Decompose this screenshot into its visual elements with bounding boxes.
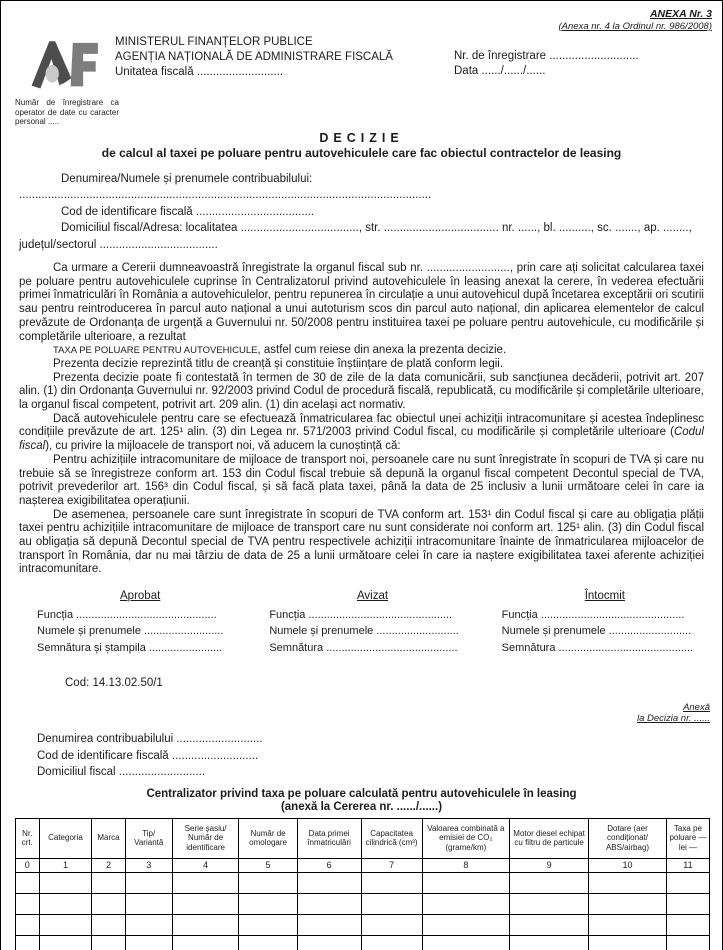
table-cell-empty xyxy=(125,872,172,893)
table-column-header: Nr. crt. xyxy=(16,818,40,858)
table-cell-empty xyxy=(297,872,361,893)
table-cell-empty xyxy=(39,872,92,893)
agency-name: AGENȚIA NAȚIONALĂ DE ADMINISTRARE FISCALĂ xyxy=(115,51,393,63)
table-row xyxy=(16,872,710,893)
table-cell-empty xyxy=(125,893,172,914)
table-column-number: 3 xyxy=(125,858,172,872)
table-column-number: 0 xyxy=(16,858,40,872)
paragraph-text: Prezenta decizie reprezintă titlu de creanță și constituie înștiințare de plată conform legii. xyxy=(53,357,504,370)
paragraph xyxy=(19,262,704,344)
table-cell-empty xyxy=(172,872,239,893)
decision-title: DECIZIE xyxy=(319,130,404,145)
signature-column-title: Avizat xyxy=(356,590,389,603)
table-cell-empty xyxy=(666,872,709,893)
taxpayer-identification xyxy=(19,171,704,254)
table-cell-empty xyxy=(16,872,40,893)
table-column-header: Serie șasiu/ Număr de identificare xyxy=(172,818,239,858)
table-cell-empty xyxy=(239,893,297,914)
table-column-number: 4 xyxy=(172,858,239,872)
fiscal-id-field: Cod de identificare fiscală ..................................... xyxy=(61,205,315,218)
paragraph-text: Prezenta decizie poate fi contestată în termen de 30 de zile de la data comunicării, sub sancțiunea decăderii, potrivit art. 207 alin. (1) din Ordonanța Guvernului nr. 92/2003 privind Codul de procedură fiscală, republicată, cu modificările și completările ulterioare, la organul fiscal competent, potrivit art. 209 alin. (1) din același act normativ. xyxy=(19,371,704,412)
table-row xyxy=(16,935,710,950)
table-cell-empty xyxy=(422,935,509,950)
table-column-header: Marca xyxy=(92,818,125,858)
annex-word: Anexă xyxy=(683,702,710,714)
table-cell-empty xyxy=(589,893,667,914)
table-cell-empty xyxy=(297,914,361,935)
fiscal-unit-field: Unitatea fiscală ........................... xyxy=(115,66,284,78)
registration-number-field: Nr. de înregistrare ............................ xyxy=(454,50,639,62)
paragraph-text: ), cu privire la mijloacele de transport noi, vă aducem la cunoștință că: xyxy=(45,440,401,453)
form-code: Cod: 14.13.02.50/1 xyxy=(65,677,163,690)
paragraph xyxy=(19,454,704,509)
signature-line-field: Semnătura ............................................ xyxy=(501,641,693,654)
table-cell-empty xyxy=(666,935,709,950)
signature-line-field: Funcția ............................................... xyxy=(501,608,685,621)
table-cell-empty xyxy=(172,935,239,950)
signature-line-field: Numele și prenumele ........................... xyxy=(269,625,459,638)
signature-line-field: Numele și prenumele .......................... xyxy=(37,625,224,638)
signature-line-field: Semnătura ........................................... xyxy=(269,641,458,654)
date-field: Data ....../....../...... xyxy=(454,65,546,77)
table-column-header: Număr de omologare xyxy=(239,818,297,858)
table-column-number: 8 xyxy=(422,858,509,872)
paragraph-text: Ca urmare a Cererii dumneavoastră înregistrate la organul fiscal sub nr. .........................., prin care ați solicitat calcularea taxei pe poluare pentru autovehiculele cuprinse în Centralizatorul privind autovehiculele în leasing anexat la cerere, în vederea efectuării primei înmatriculări în România a autovehiculelor, pentru repunerea în circulație a unui autovehicul după încetarea exceptării ori scutirii sau pentru reintroducerea în parcul auto național a unui autoturism scos din parcul auto național, din aplicarea elementelor de calcul prevăzute de Ordonanța de urgență a Guvernului nr. 50/2008 pentru instituirea taxei pe poluare pentru autovehicule, cu modificările și completările ulterioare, a rezultat xyxy=(19,262,704,343)
table-cell-empty xyxy=(16,914,40,935)
table-cell-empty xyxy=(589,935,667,950)
table-column-header: Dotare (aer condiționat/ ABS/airbag) xyxy=(589,818,667,858)
fiscal-address-field: Domiciliul fiscal/Adresa: localitatea ....................................., str. .................................... nr. ......, bl. .........., sc. ......., ap. ........, județul/sectorul ..................................... xyxy=(19,222,692,251)
table-column-number: 7 xyxy=(361,858,422,872)
table-column-number: 6 xyxy=(297,858,361,872)
table-cell-empty xyxy=(422,872,509,893)
table-cell-empty xyxy=(297,935,361,950)
annex-decision-number-field: la Decizia nr. ...... xyxy=(636,713,710,725)
table-cell-empty xyxy=(361,935,422,950)
table-column-header: Taxa pe poluare — lei — xyxy=(666,818,709,858)
paragraph-text: Pentru achizițiile intracomunitare de mijloace de transport noi, persoanele care nu sunt înregistrate în scopuri de TVA și care nu trebuie să se înregistreze conform art. 153 din Codul fiscal trebuie să depună la organul fiscal competent Decontul special de TVA, potrivit prevederilor art. 156³ din Codul fiscal, și să facă plata taxei, până la data de 25 inclusiv a lunii următoare celei în care ia nașterea exigibilitatea operațiunii. xyxy=(19,453,704,507)
table-cell-empty xyxy=(92,872,125,893)
annex-order-reference: (Anexa nr. 4 la Ordinul nr. 986/2008) xyxy=(558,21,712,32)
table-cell-empty xyxy=(361,893,422,914)
paragraph-text: TAXA PE POLUARE PENTRU AUTOVEHICULE xyxy=(53,345,258,357)
table-cell-empty xyxy=(510,935,589,950)
table-cell-empty xyxy=(666,914,709,935)
vehicles-table xyxy=(15,818,710,950)
paragraph-text: De asemenea, persoanele care sunt înregistrate în scopuri de TVA conform art. 153¹ din Codul fiscal și care au obligația plății taxei pentru achizițiile intracomunitare de mijloace de transport care nu sunt considerate noi conform art. 125¹ alin. (3) din Codul fiscal au obligația să depună Decontul special de TVA pentru respectivele achiziții intracomunitare înainte de înmatricularea mijloacelor de transport în România, dar nu mai târziu de data de 25 a lunii următoare celei în care ia naștere exigibilitatea taxei aferente achiziției intracomunitare. xyxy=(19,508,704,576)
table-cell-empty xyxy=(125,914,172,935)
data-operator-note: Număr de înregistrare ca operator de date cu caracter personal ..... xyxy=(15,98,119,126)
table-cell-empty xyxy=(172,893,239,914)
registration-block xyxy=(454,34,704,127)
table-cell-empty xyxy=(361,872,422,893)
table-column-header: Tip/ Variantă xyxy=(125,818,172,858)
paragraph xyxy=(19,413,704,454)
centralizator-title: Centralizator privind taxa pe poluare calculată pentru autovehiculele în leasing xyxy=(146,787,577,800)
signature-line-field: Semnătura și ștampila ........................ xyxy=(37,641,223,654)
annex-reference xyxy=(559,8,713,32)
table-cell-empty xyxy=(92,914,125,935)
table-cell-empty xyxy=(589,914,667,935)
table-column-header: Valoarea combinată a emisiei de CO₂ (grame/km) xyxy=(422,818,509,858)
annex-taxpayer-identification xyxy=(37,731,722,781)
table-column-number: 5 xyxy=(239,858,297,872)
table-cell-empty xyxy=(125,935,172,950)
signature-section xyxy=(1,588,722,656)
paragraph xyxy=(19,358,704,372)
vehicles-table-wrapper xyxy=(1,813,722,950)
table-cell-empty xyxy=(422,914,509,935)
table-cell-empty xyxy=(39,935,92,950)
signature-line-field: Funcția ............................................... xyxy=(269,608,453,621)
table-cell-empty xyxy=(239,872,297,893)
table-column-number: 11 xyxy=(666,858,709,872)
table-column-header: Categoria xyxy=(39,818,92,858)
paragraph-text: , astfel cum reiese din anexa la prezenta decizie. xyxy=(257,344,507,357)
table-cell-empty xyxy=(239,914,297,935)
signature-line-field: Numele și prenumele ........................... xyxy=(501,625,692,638)
table-column-header: Data primei înmatriculări xyxy=(297,818,361,858)
table-cell-empty xyxy=(39,914,92,935)
paragraph-text: Codul fiscal xyxy=(19,426,704,453)
table-cell-empty xyxy=(16,935,40,950)
table-cell-empty xyxy=(422,893,509,914)
table-column-header: Motor diesel echipat cu filtru de particule xyxy=(510,818,589,858)
decision-title-block xyxy=(1,131,722,160)
annex-fiscal-id-field: Cod de identificare fiscală ........................... xyxy=(37,749,259,762)
table-cell-empty xyxy=(92,935,125,950)
table-row xyxy=(16,914,710,935)
table-column-number: 9 xyxy=(510,858,589,872)
paragraph xyxy=(19,509,704,578)
table-cell-empty xyxy=(510,893,589,914)
table-cell-empty xyxy=(666,893,709,914)
table-column-number: 1 xyxy=(39,858,92,872)
signature-line-field: Funcția .............................................. xyxy=(37,608,217,621)
annex-number: ANEXA Nr. 3 xyxy=(649,8,712,20)
annex-fiscal-address-field: Domiciliul fiscal ........................... xyxy=(37,766,206,779)
decision-subtitle: de calcul al taxei pe poluare pentru autovehiculele care fac obiectul contractelor de leasing xyxy=(101,145,622,160)
table-cell-empty xyxy=(297,893,361,914)
signature-column xyxy=(269,588,475,656)
table-cell-empty xyxy=(361,914,422,935)
table-header-row xyxy=(16,818,710,858)
table-row xyxy=(16,893,710,914)
table-cell-empty xyxy=(510,914,589,935)
annex-to-decision-reference xyxy=(1,702,722,724)
signature-column-title: Întocmit xyxy=(584,590,625,603)
table-cell-empty xyxy=(239,935,297,950)
table-column-header: Capacitatea cilindrică (cm³) xyxy=(361,818,422,858)
paragraph xyxy=(19,372,704,413)
table-cell-empty xyxy=(16,893,40,914)
table-column-number: 2 xyxy=(92,858,125,872)
signature-column-title: Aprobat xyxy=(120,590,161,603)
table-cell-empty xyxy=(172,914,239,935)
legal-paragraphs xyxy=(19,262,704,577)
annex-taxpayer-name-field: Denumirea contribuabilului ........................... xyxy=(37,733,263,746)
table-column-number-row xyxy=(16,858,710,872)
paragraph xyxy=(19,344,704,358)
table-cell-empty xyxy=(510,872,589,893)
ministry-name: MINISTERUL FINANȚELOR PUBLICE xyxy=(115,36,313,48)
decision-body xyxy=(1,171,722,578)
signature-column xyxy=(37,588,243,656)
taxpayer-name-field: Denumirea/Numele și prenumele contribuabilului: ................................................................................................................................. xyxy=(19,172,432,201)
paragraph-text: Dacă autovehiculele pentru care se efectuează înmatricularea fac obiectul unei achiziții intracomunitare și acestea îndeplinesc condițiile prevăzute de art. 125¹ alin. (3) din Legea nr. 571/2003 privind Codul fiscal, cu modificările și completările ulterioare ( xyxy=(19,412,704,439)
centralizator-subtitle: (anexă la Cererea nr. ....../......) xyxy=(280,800,443,813)
anaf-logo-icon xyxy=(27,34,101,90)
table-cell-empty xyxy=(589,872,667,893)
logo-column xyxy=(15,34,119,127)
signature-column xyxy=(502,588,708,656)
table-cell-empty xyxy=(39,893,92,914)
table-cell-empty xyxy=(92,893,125,914)
issuer-block xyxy=(115,34,454,127)
table-column-number: 10 xyxy=(589,858,667,872)
